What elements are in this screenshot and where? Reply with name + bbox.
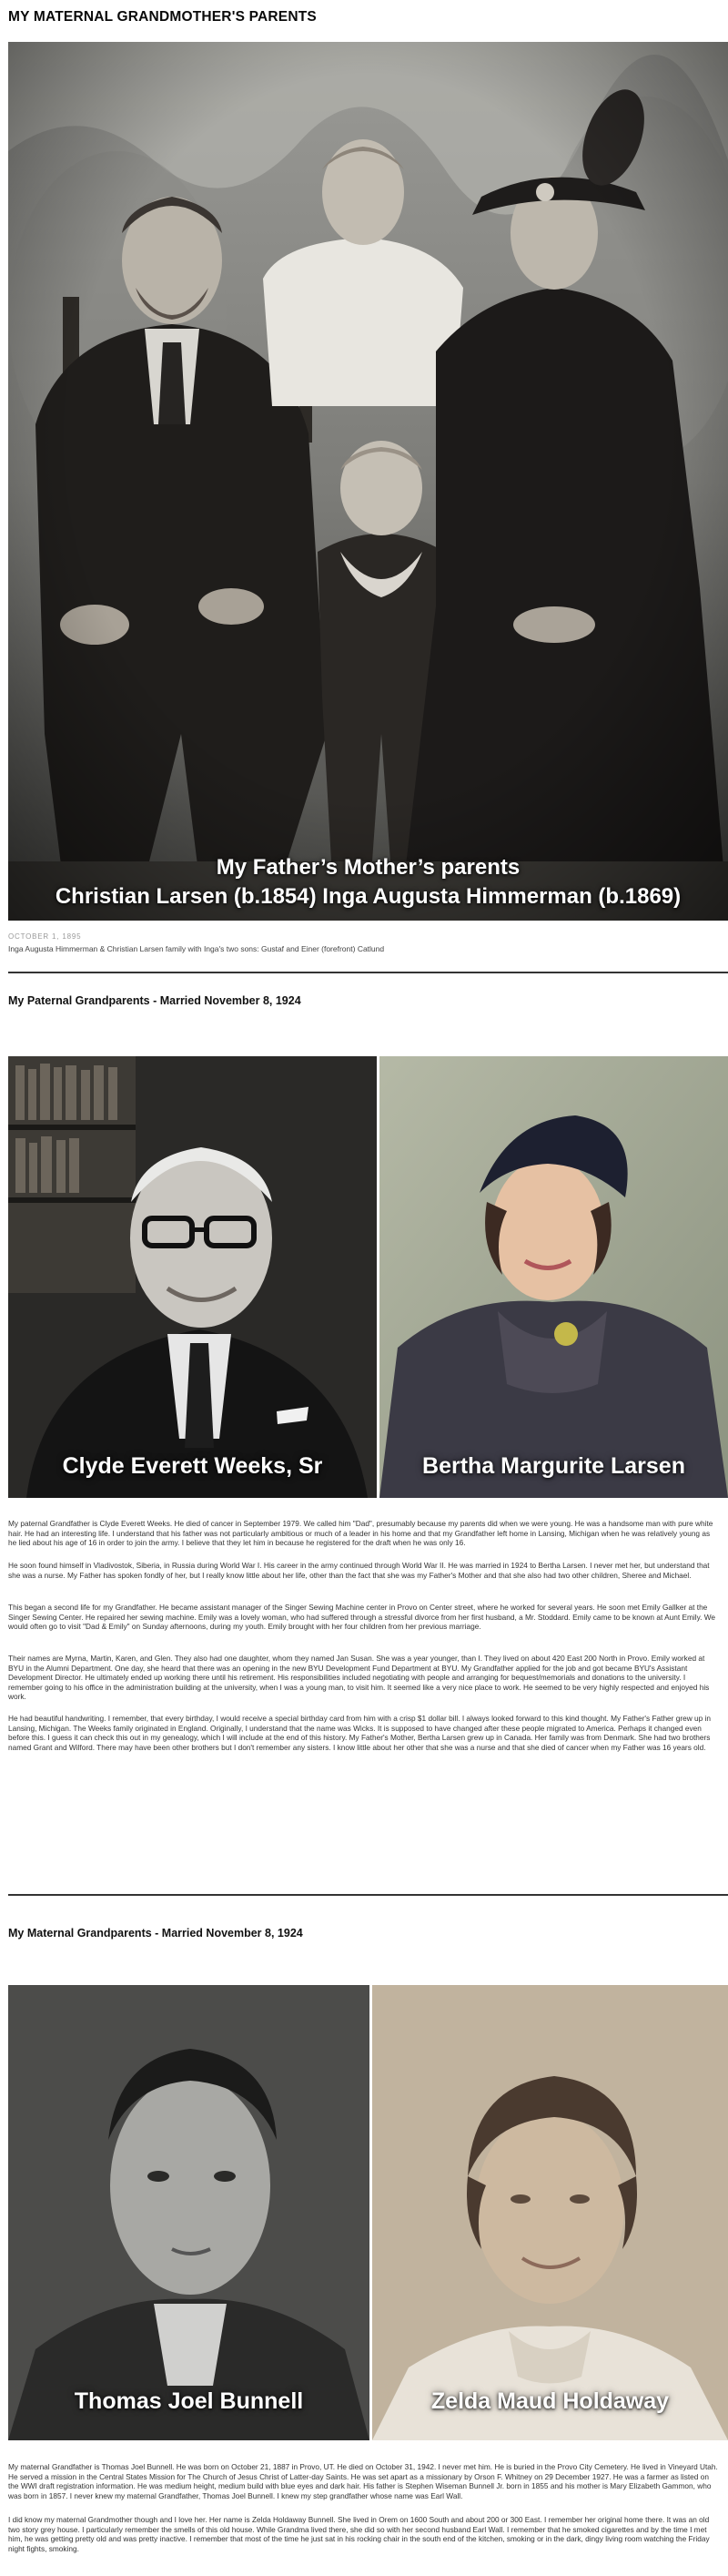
maternal-section-heading: My Maternal Grandparents - Married November 8, 1924 <box>8 1927 303 1940</box>
photo-caption-title: My Father’s Mother’s parents <box>216 855 521 880</box>
photo-caption-names: Christian Larsen (b.1854) Inga Augusta Himmerman (b.1869) <box>55 884 682 909</box>
maternal-grandfather-illustration <box>8 1985 369 2440</box>
paternal-grandfather-name: Clyde Everett Weeks, Sr <box>62 1453 323 1479</box>
paternal-section-heading: My Paternal Grandparents - Married November 8, 1924 <box>8 994 301 1007</box>
family-photo-illustration <box>8 42 728 921</box>
section-divider <box>8 972 728 973</box>
paternal-paragraph-3: This began a second life for my Grandfather. He became assistant manager of the Singer Sewing Machine center in Provo on Center street, where he worked for several years. He soon met Emily Gallker at the Singer Sewing Center. He repaired her sewing machine. Emily was a lovely woman, who had suffered through a stressful divorce from her first husband, a Mr. Stoddard. Emily came to be known at Aunt Emily. We would often go to visit "Dad & Emily" on Sunday afternoons, during my youth. Emily brought with her four children from her previous marriage. <box>8 1603 716 1632</box>
page-title: MY MATERNAL GRANDMOTHER'S PARENTS <box>8 9 317 25</box>
paternal-grandmother-illustration <box>379 1056 728 1498</box>
photo-date: OCTOBER 1, 1895 <box>8 932 82 941</box>
maternal-grandmother-illustration <box>372 1985 728 2440</box>
paternal-grandmother-photo <box>379 1056 728 1498</box>
maternal-grandmother-name: Zelda Maud Holdaway <box>430 2388 670 2414</box>
family-photo <box>8 42 728 921</box>
photo-description: Inga Augusta Himmerman & Christian Larsen family with Inga's two sons: Gustaf and Einer (forefront) Catlund <box>8 944 385 953</box>
paternal-grandfather-illustration <box>8 1056 377 1498</box>
paternal-paragraph-2: He soon found himself in Vladivostok, Siberia, in Russia during World War I. His career in the army continued through World War II. He was married in 1924 to Bertha Larsen. I never met her, but understand that she was a nurse. My Father has spoken fondly of her, but I really know little about her life, other than the fact that she was my Father's Mother and that she also had two other children, Sheree and Michael. <box>8 1561 710 1580</box>
maternal-grandmother-photo <box>372 1985 728 2440</box>
maternal-paragraph-2: I did know my maternal Grandmother though and I love her. Her name is Zelda Holdaway Bunnell. She lived in Orem on 1600 South and about 200 or 300 East. I remember her original home there. It was an old two story grey house. I particularly remember the smells of this old house. While Grandma lived there, she did so with her second husband Earl Wall. I remember that he smoked cigarettes and by the time I met him, he was getting pretty old and was pretty inactive. I remember that most of the time he just sat in his rocking chair in the south end of the kitchen, smoking or in the dark, dingy living room watching the Friday night fights, smoking. <box>8 2515 710 2553</box>
paternal-paragraph-4: Their names are Myrna, Martin, Karen, and Glen. They also had one daughter, whom they named Jan Susan. She was a year younger, than I. They lived on about 420 East 200 North in Provo. Emily worked at BYU in the Alumni Department. One day, she heard that there was an opening in the new BYU Development Fund Department at BYU. My Grandfather applied for the job and got became BYU's Assistant Development Director. He ultimately ended up working there until his retirement. His responsibilities included negotiating with people and arranging for bequest/memorials and donations to the university. I remember going to his office in the administration building at the university, when I was a young man, to visit him. It seemed like a very nice place to work. He seemed to be very highly respected and enjoyed his work. <box>8 1654 710 1702</box>
maternal-paragraph-1: My maternal Grandfather is Thomas Joel Bunnell. He was born on October 21, 1887 in Provo, UT. He died on October 31, 1942. I never met him. He is buried in the Provo City Cemetery. He lived in Vineyard Utah. He served a mission in the Central States Mission for The Church of Jesus Christ of Latter-day Saints. He was set apart as a missionary by Orson F. Whitney on 29 December 1927. He was a farmer as listed on the WWI draft registration information. He was medium height, medium build with blue eyes and dark hair. His father is Stephen Wiseman Bunnell Jr. born in 1855 and his mother is Mary Elizabeth Gammon, who was born in 1857. I never knew my maternal Grandfather, Thomas Joel Bunnell. I knew my step grandfather whose name was Earl Wall. <box>8 2462 718 2500</box>
paternal-paragraph-5: He had beautiful handwriting. I remember, that every birthday, I would receive a special birthday card from him with a crisp $1 dollar bill. I always looked forward to this kind thought. My Father's Father grew up in Lansing, Michigan. The Weeks family originated in England. Originally, I understand that the name was Wicks. It is supposed to have changed after these people migrated to America. Perhaps it changed even before this. I guess it can check this out in my genealogy, which I will include at the end of this history. My Father's Mother, Bertha Larsen grew up in Canada. Her family was from Denmark. She had two brothers named Grant and Wilford. There may have been other brothers but I don't remember any sisters. I know little about her other that she was a nurse and that she died of cancer when my Father was 16 years old. <box>8 1714 712 1752</box>
paternal-grandfather-photo <box>8 1056 377 1498</box>
maternal-grandfather-name: Thomas Joel Bunnell <box>74 2388 304 2414</box>
paternal-paragraph-1: My paternal Grandfather is Clyde Everett Weeks. He died of cancer in September 1979. We called him "Dad", presumably because my parents did when we were young. He was a handsome man with pure white hair. He had an interesting life. I understand that his father was not particularly ambitious or much of a leader in his home and that my Grandfather left home in Lansing, Michigan when he was relatively young as he lied about his age of 16 in order to join the army. I believe that they let him in because he registered for the draft when he was only 16. <box>8 1519 713 1548</box>
maternal-grandfather-photo <box>8 1985 369 2440</box>
paternal-grandmother-name: Bertha Margurite Larsen <box>422 1453 685 1479</box>
section-divider <box>8 1894 728 1896</box>
